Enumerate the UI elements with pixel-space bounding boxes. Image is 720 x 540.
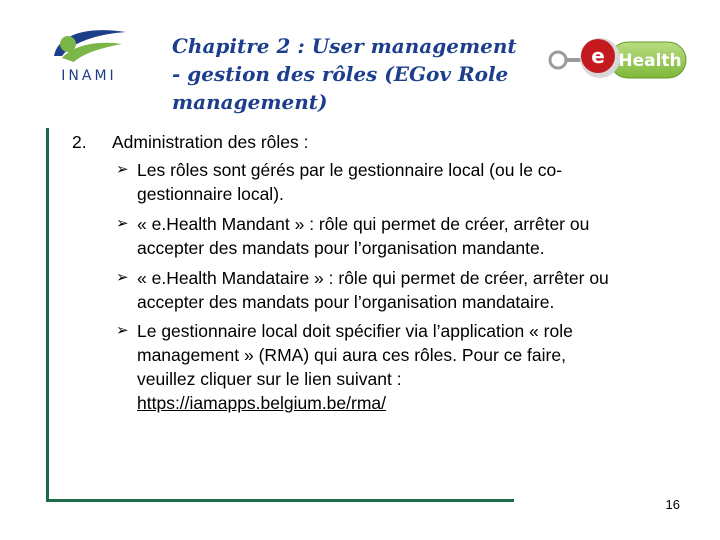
bullet-line: Le gestionnaire local doit spécifier via l’application « role bbox=[137, 321, 573, 341]
slide-title-line: Chapitre 2 : User management bbox=[172, 34, 517, 58]
bullet-line: « e.Health Mandant » : rôle qui permet de créer, arrêter ou bbox=[137, 214, 590, 234]
bullet-line: accepter des mandats pour l’organisation mandante. bbox=[137, 238, 545, 258]
bullet-line: management » (RMA) qui aura ces rôles. Pour ce faire, bbox=[137, 345, 566, 365]
bullet-line: « e.Health Mandataire » : rôle qui permet de créer, arrêter ou bbox=[137, 268, 609, 288]
bullet-line: accepter des mandats pour l’organisation mandataire. bbox=[137, 292, 555, 312]
ehealth-logo-text: Health bbox=[618, 51, 682, 71]
page-number: 16 bbox=[665, 497, 680, 512]
section-heading bbox=[72, 132, 672, 153]
bullet-line: veuillez cliquer sur le lien suivant : bbox=[137, 369, 402, 389]
bullet-line: Les rôles sont gérés par le gestionnaire local (ou le co- bbox=[137, 160, 563, 180]
slide-title-line: management) bbox=[172, 90, 328, 114]
section-number: 2. bbox=[72, 132, 87, 152]
bullet-line: gestionnaire local). bbox=[137, 184, 284, 204]
rma-link[interactable]: https://iamapps.belgium.be/rma/ bbox=[137, 393, 387, 413]
arrow-bullet-icon: ➢ bbox=[116, 321, 129, 339]
arrow-bullet-icon: ➢ bbox=[116, 214, 129, 232]
inami-logo-text: INAMI bbox=[61, 68, 117, 84]
arrow-bullet-icon: ➢ bbox=[116, 160, 129, 178]
slide-title-line: - gestion des rôles (EGov Role bbox=[172, 62, 509, 86]
section-title: Administration des rôles : bbox=[112, 132, 309, 152]
ehealth-logo-letter: e bbox=[591, 44, 605, 68]
arrow-bullet-icon: ➢ bbox=[116, 268, 129, 286]
